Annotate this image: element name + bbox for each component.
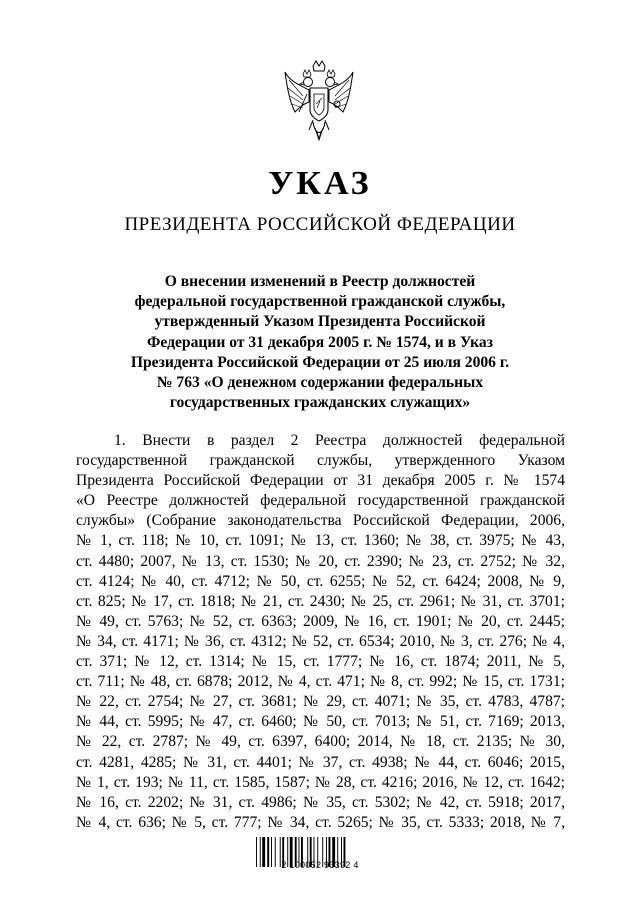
decree-title: УКАЗ xyxy=(268,165,372,202)
body-line: № 44, ст. 5995; № 47, ст. 6460; № 50, ст. 7013; № 51, ст. 7169; 2013, xyxy=(76,713,565,731)
body-line: службы» (Собрание законодательства Российской Федерации, 2006, xyxy=(76,512,565,530)
body-line: Президента Российской Федерации от 31 декабря 2005 г. № 1574 xyxy=(76,472,565,490)
russian-coat-of-arms-icon xyxy=(283,60,355,144)
body-line: ст. 4124; № 40, ст. 4712; № 50, ст. 6255; № 52, ст. 6424; 2008, № 9, xyxy=(76,572,565,590)
decree-subtitle: ПРЕЗИДЕНТА РОССИЙСКОЙ ФЕДЕРАЦИИ xyxy=(124,214,516,235)
body-line: государственной гражданской службы, утвержденного Указом xyxy=(76,452,565,470)
body-line: 1. Внести в раздел 2 Реестра должностей федеральной xyxy=(114,432,565,449)
body-line: № 49, ст. 5763; № 52, ст. 6363; 2009, № 16, ст. 1901; № 20, ст. 2445; xyxy=(76,612,565,630)
body-line: № 34, ст. 4171; № 36, ст. 4312; № 52, ст. 6534; 2010, № 3, ст. 276; № 4, xyxy=(76,632,565,650)
body-line: № 1, ст. 118; № 10, ст. 1091; № 13, ст. 1360; № 38, ст. 3975; № 43, xyxy=(76,532,565,550)
decree-heading xyxy=(100,272,540,413)
body-line: № 22, ст. 2787; № 49, ст. 6397, 6400; 2014, № 18, ст. 2135; № 30, xyxy=(76,733,565,751)
heading-line: государственных гражданских служащих» xyxy=(169,394,471,412)
heading-line: федеральной государственной гражданской службы, xyxy=(134,293,506,311)
barcode-number: 2 100052 93392 4 xyxy=(281,860,359,870)
body-line: ст. 825; № 17, ст. 1818; № 21, ст. 2430; № 25, ст. 2961; № 31, ст. 3701; xyxy=(76,592,565,610)
body-line: № 22, ст. 2754; № 27, ст. 3681; № 29, ст. 4071; № 35, ст. 4783, 4787; xyxy=(76,693,565,711)
heading-line: Федерации от 31 декабря 2005 г. № 1574, и в Указ xyxy=(147,333,493,351)
body-line: «О Реестре должностей федеральной государственной гражданской xyxy=(76,492,565,510)
body-line: ст. 711; № 48, ст. 6878; 2012, № 4, ст. 471; № 8, ст. 992; № 15, ст. 1731; xyxy=(76,673,565,691)
body-line: ст. 371; № 12, ст. 1314; № 15, ст. 1777; № 16, ст. 1874; 2011, № 5, xyxy=(76,653,565,671)
heading-line: О внесении изменений в Реестр должностей xyxy=(164,273,476,290)
body-line: ст. 4480; 2007, № 13, ст. 1530; № 20, ст. 2390; № 23, ст. 2752; № 32, xyxy=(76,552,565,570)
heading-line: Президента Российской Федерации от 25 июля 2006 г. xyxy=(130,353,510,371)
body-line: № 16, ст. 2202; № 31, ст. 4986; № 35, ст. 5302; № 42, ст. 5918; 2017, xyxy=(76,793,565,811)
body-line: ст. 4281, 4285; № 31, ст. 4401; № 37, ст. 4938; № 44, ст. 6046; 2015, xyxy=(76,753,565,771)
body-line: № 4, ст. 636; № 5, ст. 777; № 34, ст. 5265; № 35, ст. 5333; 2018, № 7, xyxy=(76,813,565,831)
decree-body xyxy=(76,431,565,833)
body-line: № 1, ст. 193; № 11, ст. 1585, 1587; № 28, ст. 4216; 2016, № 12, ст. 1642; xyxy=(76,773,565,791)
heading-line: утвержденный Указом Президента Российской xyxy=(154,313,486,331)
heading-line: № 763 «О денежном содержании федеральных xyxy=(156,374,484,392)
